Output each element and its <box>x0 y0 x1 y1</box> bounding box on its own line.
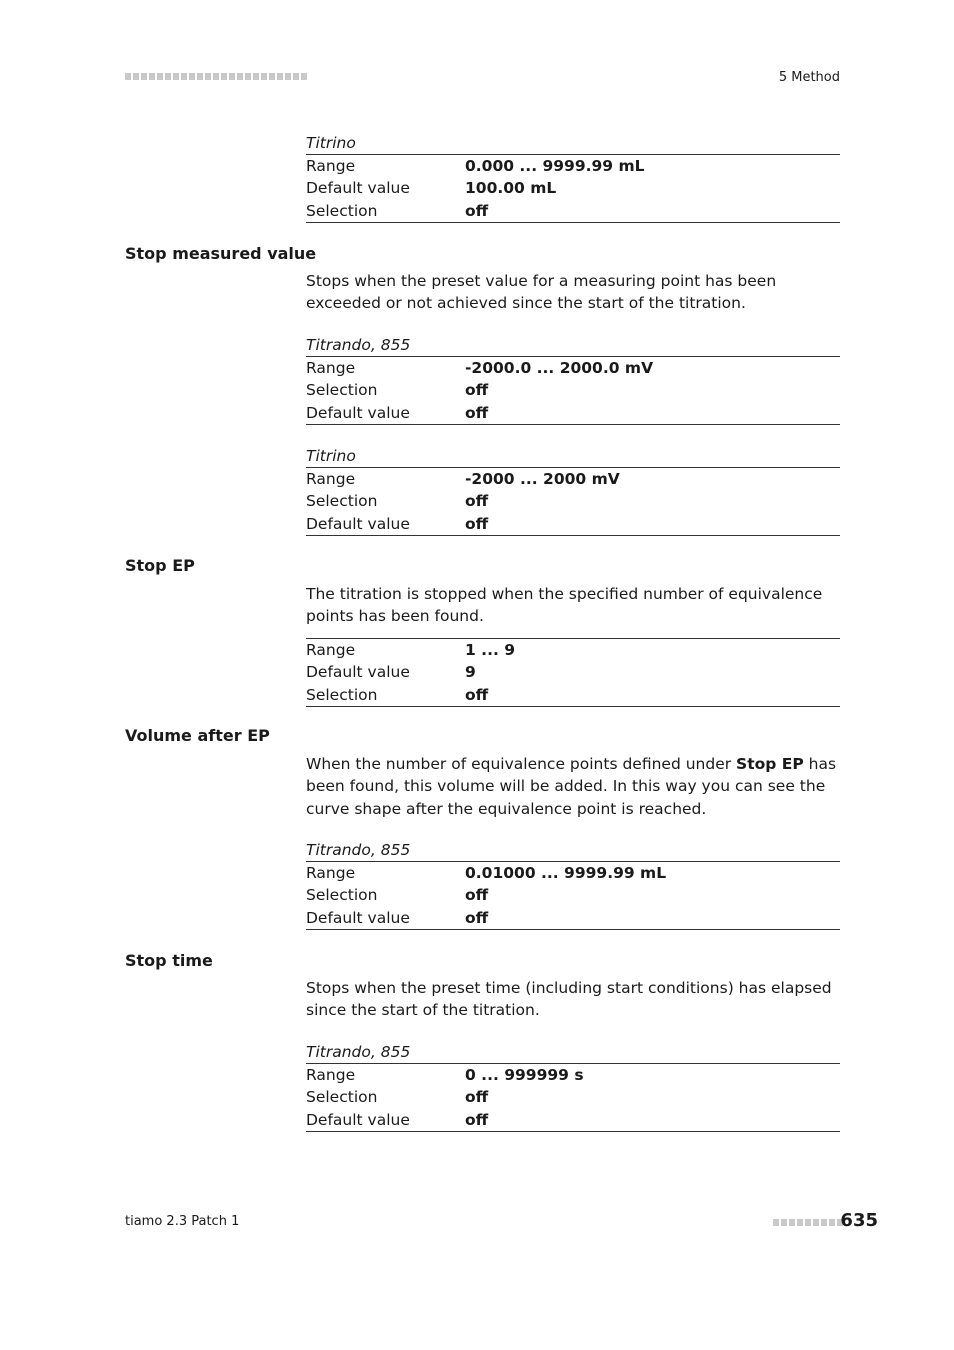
param-key: Range <box>306 157 356 175</box>
param-table <box>306 1063 840 1132</box>
param-value: -2000 ... 2000 mV <box>465 470 620 488</box>
table-row <box>306 468 840 490</box>
param-table <box>306 638 840 707</box>
table-caption: Titrando, 855 <box>306 336 411 354</box>
param-table-stop-measured-titrino <box>306 445 840 536</box>
table-row <box>306 639 840 661</box>
param-value: off <box>465 886 489 905</box>
footer-decoration <box>773 1219 843 1226</box>
header-section-title: 5 Method <box>778 70 840 85</box>
param-table-titrino-volume <box>306 132 840 223</box>
param-key: Default value <box>306 179 410 198</box>
table-caption: Titrino <box>306 447 356 465</box>
section-description: Stops when the preset time (including start conditions) has elapsed since the start of the titration. <box>306 979 832 1020</box>
param-key: Default value <box>306 514 410 533</box>
param-key: Selection <box>306 201 378 220</box>
param-value: 0.000 ... 9999.99 mL <box>465 157 645 175</box>
page-number: 635 <box>840 1210 878 1231</box>
param-key: Selection <box>306 886 378 905</box>
param-key: Default value <box>306 403 410 422</box>
param-table <box>306 356 840 425</box>
param-table <box>306 154 840 223</box>
param-key: Selection <box>306 1088 378 1107</box>
table-row <box>306 177 840 199</box>
table-row <box>306 490 840 512</box>
table-row <box>306 862 840 884</box>
param-key: Selection <box>306 381 378 400</box>
param-value: 1 ... 9 <box>465 641 516 659</box>
param-value: off <box>465 403 489 422</box>
section-title-volume-after-ep: Volume after EP <box>125 726 270 745</box>
section-title-stop-time: Stop time <box>125 951 213 970</box>
param-value: off <box>465 514 489 533</box>
param-key: Range <box>306 1066 356 1084</box>
param-key: Default value <box>306 908 410 927</box>
table-row <box>306 661 840 683</box>
section-description <box>306 753 840 820</box>
param-key: Range <box>306 359 356 377</box>
param-key: Range <box>306 641 356 659</box>
section-title-stop-ep: Stop EP <box>125 556 195 575</box>
param-value: off <box>465 1110 489 1129</box>
table-row <box>306 357 840 379</box>
table-row <box>306 1109 840 1131</box>
table-row <box>306 1086 840 1108</box>
table-row <box>306 513 840 535</box>
param-value: 0 ... 999999 s <box>465 1066 584 1084</box>
section-title-stop-measured-value: Stop measured value <box>125 244 317 263</box>
param-key: Default value <box>306 1110 410 1129</box>
description-text: has been found, this volume will be added. In this way you can see the curve shape after the equivalence point is reached. <box>306 755 837 818</box>
table-caption: Titrando, 855 <box>306 1043 411 1061</box>
description-emphasis: Stop EP <box>736 755 804 773</box>
param-key: Range <box>306 864 356 882</box>
param-value: off <box>465 908 489 927</box>
param-value: -2000.0 ... 2000.0 mV <box>465 359 654 377</box>
param-value: off <box>465 492 489 511</box>
table-row <box>306 884 840 906</box>
param-value: 100.00 mL <box>465 179 557 198</box>
table-row <box>306 155 840 177</box>
param-key: Range <box>306 470 356 488</box>
param-key: Selection <box>306 492 378 511</box>
param-key: Selection <box>306 685 378 704</box>
table-row <box>306 907 840 929</box>
param-value: off <box>465 201 489 220</box>
param-value: off <box>465 1088 489 1107</box>
table-row <box>306 379 840 401</box>
description-text: When the number of equivalence points defined under <box>306 755 737 773</box>
param-table-stop-time <box>306 1041 840 1132</box>
param-table <box>306 467 840 536</box>
param-key: Default value <box>306 663 410 682</box>
section-description: The titration is stopped when the specified number of equivalence points has been found. <box>306 585 823 626</box>
table-row <box>306 200 840 222</box>
footer-product-name: tiamo 2.3 Patch 1 <box>125 1214 240 1229</box>
table-row <box>306 402 840 424</box>
param-value: 9 <box>465 663 476 682</box>
param-table-volume-after-ep <box>306 839 840 930</box>
table-row <box>306 1064 840 1086</box>
table-row <box>306 684 840 706</box>
param-table-stop-measured-titrando <box>306 334 840 425</box>
param-table <box>306 861 840 930</box>
param-table-stop-ep <box>306 638 840 707</box>
param-value: off <box>465 381 489 400</box>
table-caption: Titrino <box>306 134 356 152</box>
param-value: off <box>465 685 489 704</box>
table-caption: Titrando, 855 <box>306 841 411 859</box>
section-description: Stops when the preset value for a measuring point has been exceeded or not achieved since the start of the titration. <box>306 272 777 313</box>
header-decoration <box>125 73 307 82</box>
param-value: 0.01000 ... 9999.99 mL <box>465 864 667 882</box>
